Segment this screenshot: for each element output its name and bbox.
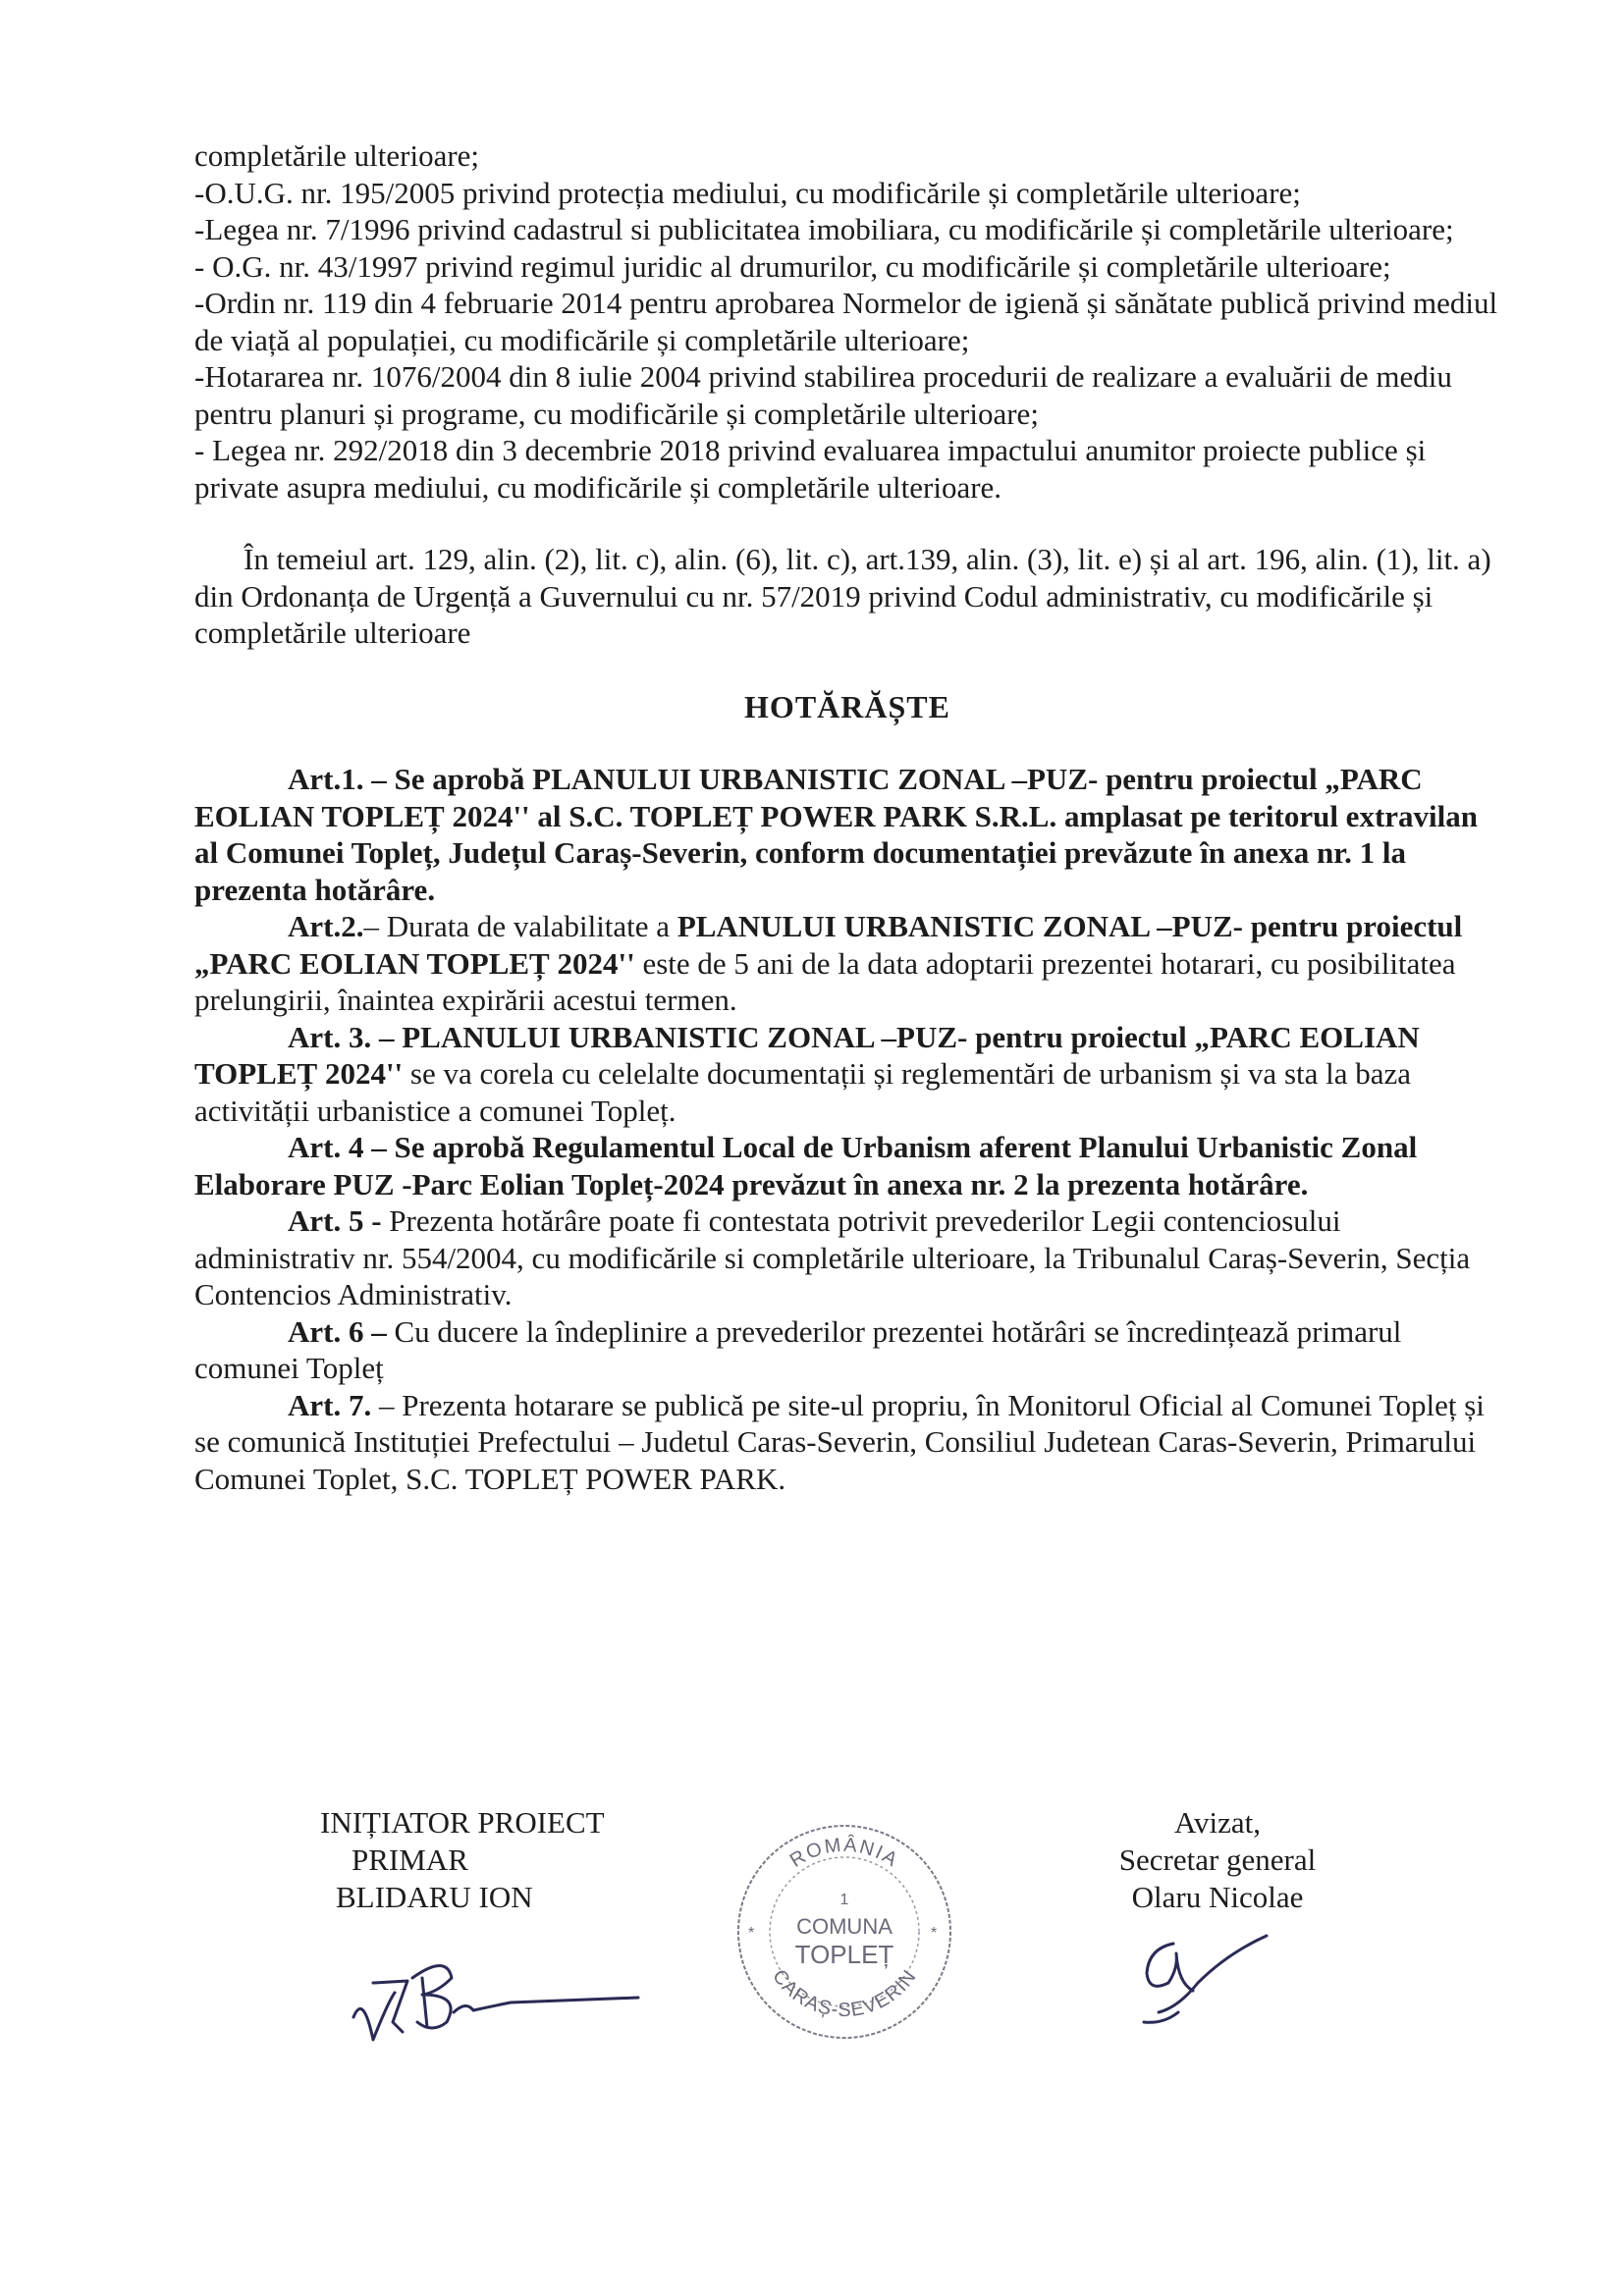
secretary-title: Secretar general [1118, 1842, 1317, 1877]
article-6-label: Art. 6 – [288, 1313, 387, 1349]
mayor-title: PRIMAR [352, 1842, 468, 1877]
official-stamp [727, 1814, 962, 2050]
initiator-title: INIȚIATOR PROIECT [320, 1805, 605, 1840]
article-3-text-a: Art. 3. – PLANULUI URBANISTIC ZONAL –PUZ- pentru proiectul „PARC EOLIAN TOPLEȚ 2024'' [194, 1019, 1420, 1091]
legal-reference: - Legea nr. 292/2018 din 3 decembrie 2018 privind evaluarea impactului anumitor proiecte publice și private asupra mediului, cu modificările și completările ulterioare. [194, 433, 1427, 505]
stamp-county: CARAȘ-SEVERIN [768, 1965, 921, 2022]
initiator-signature-block [320, 1804, 605, 1916]
legal-reference: -O.U.G. nr. 195/2005 privind protecția mediului, cu modificările și completările ulterioare; [194, 175, 1301, 210]
article-7-label: Art. 7. [288, 1387, 372, 1422]
article-7-text: – Prezenta hotarare se publică pe site-ul propriu, în Monitorul Oficial al Comunei Topleț și se comunică Instituției Prefectului – Judetul Caras-Severin, Consiliul Judetean Caras-Severin, Primarului Comunei Toplet, S.C. TOPLEȚ POWER PARK. [194, 1387, 1485, 1496]
mayor-signature [334, 1924, 648, 2061]
article-7 [194, 1387, 1500, 1498]
article-2-text-b: PLANULUI URBANISTIC ZONAL –PUZ- pentru proiectul „PARC EOLIAN TOPLEȚ 2024'' [194, 909, 1463, 981]
legal-reference: completările ulterioare; [194, 138, 480, 173]
approval-label: Avizat, [1173, 1805, 1262, 1840]
article-1: Art.1. – Se aprobă PLANULUI URBANISTIC ZONAL –PUZ- pentru proiectul „PARC EOLIAN TOPLEȚ 2024'' al S.C. TOPLEȚ POWER PARK S.R.L. amplasat pe teritorul extravilan al Comunei Topleț, Județul Caraș-Severin, conform documentației prevăzute în anexa nr. 1 la prezenta hotărâre. [194, 762, 1478, 907]
stamp-star-left: * [748, 1925, 755, 1942]
article-5-text: Prezenta hotărâre poate fi contestata potrivit prevederilor Legii contenciosului administrativ nr. 554/2004, cu modificările si completările ulterioare, la Tribunalul Caraș-Severin, Secția Contencios Administrativ. [194, 1203, 1471, 1311]
legal-reference: -Ordin nr. 119 din 4 februarie 2014 pentru aprobarea Normelor de igienă și sănătate publică privind mediul de viață al populației, cu modificările și completările ulterioare; [194, 286, 1498, 357]
stamp-commune-label: COMUNA [796, 1914, 893, 1939]
decision-heading: HOTĂRĂȘTE [744, 688, 950, 724]
stamp-commune-name: TOPLEȚ [794, 1940, 894, 1969]
document-body [194, 137, 1500, 1497]
secretary-signature-block [1100, 1804, 1335, 1916]
article-3 [194, 1019, 1500, 1130]
mayor-name: BLIDARU ION [336, 1880, 533, 1914]
stamp-country: ROMÂNIA [785, 1834, 903, 1872]
article-2-text-c: este de 5 ani de la data adoptarii prezentei hotarari, cu posibilitatea prelungirii, înaintea expirării acestui termen. [194, 945, 1456, 1017]
legal-basis-paragraph: În temeiul art. 129, alin. (2), lit. c), alin. (6), lit. c), art.139, alin. (3), lit. e) și al art. 196, alin. (1), lit. a) din Ordonanța de Urgență a Guvernului cu nr. 57/2019 privind Codul administrativ, cu modificările și completările ulterioare [194, 542, 1491, 650]
article-5 [194, 1202, 1500, 1313]
legal-reference: -Hotararea nr. 1076/2004 din 8 iulie 2004 privind stabilirea procedurii de realizare a evaluării de mediu pentru planuri și programe, cu modificările și completările ulterioare; [194, 359, 1452, 431]
stamp-number: 1 [839, 1892, 849, 1908]
article-4: Art. 4 – Se aprobă Regulamentul Local de Urbanism aferent Planului Urbanistic Zonal Elaborare PUZ -Parc Eolian Topleț-2024 prevăzut în anexa nr. 2 la prezenta hotărâre. [194, 1130, 1418, 1201]
article-2 [194, 908, 1500, 1019]
article-3-text-b: se va corela cu celelalte documentații și reglementări de urbanism și va sta la baza activității urbanistice a comunei Topleț. [194, 1056, 1412, 1128]
stamp-star-right: * [931, 1925, 938, 1942]
article-5-label: Art. 5 - [288, 1203, 382, 1238]
legal-reference: -Legea nr. 7/1996 privind cadastrul si publicitatea imobiliara, cu modificările și completările ulterioare; [194, 212, 1454, 246]
secretary-signature [1119, 1914, 1296, 2042]
article-2-text-a: – Durata de valabilitate a [363, 909, 677, 943]
article-6 [194, 1313, 1500, 1387]
legal-reference: - O.G. nr. 43/1997 privind regimul juridic al drumurilor, cu modificările și completările ulterioare; [194, 248, 1391, 284]
secretary-name: Olaru Nicolae [1131, 1880, 1304, 1914]
article-6-text: Cu ducere la îndeplinire a prevederilor prezentei hotărâri se încredințează primarul comunei Topleț [194, 1313, 1402, 1385]
article-2-label: Art.2. [288, 909, 364, 943]
